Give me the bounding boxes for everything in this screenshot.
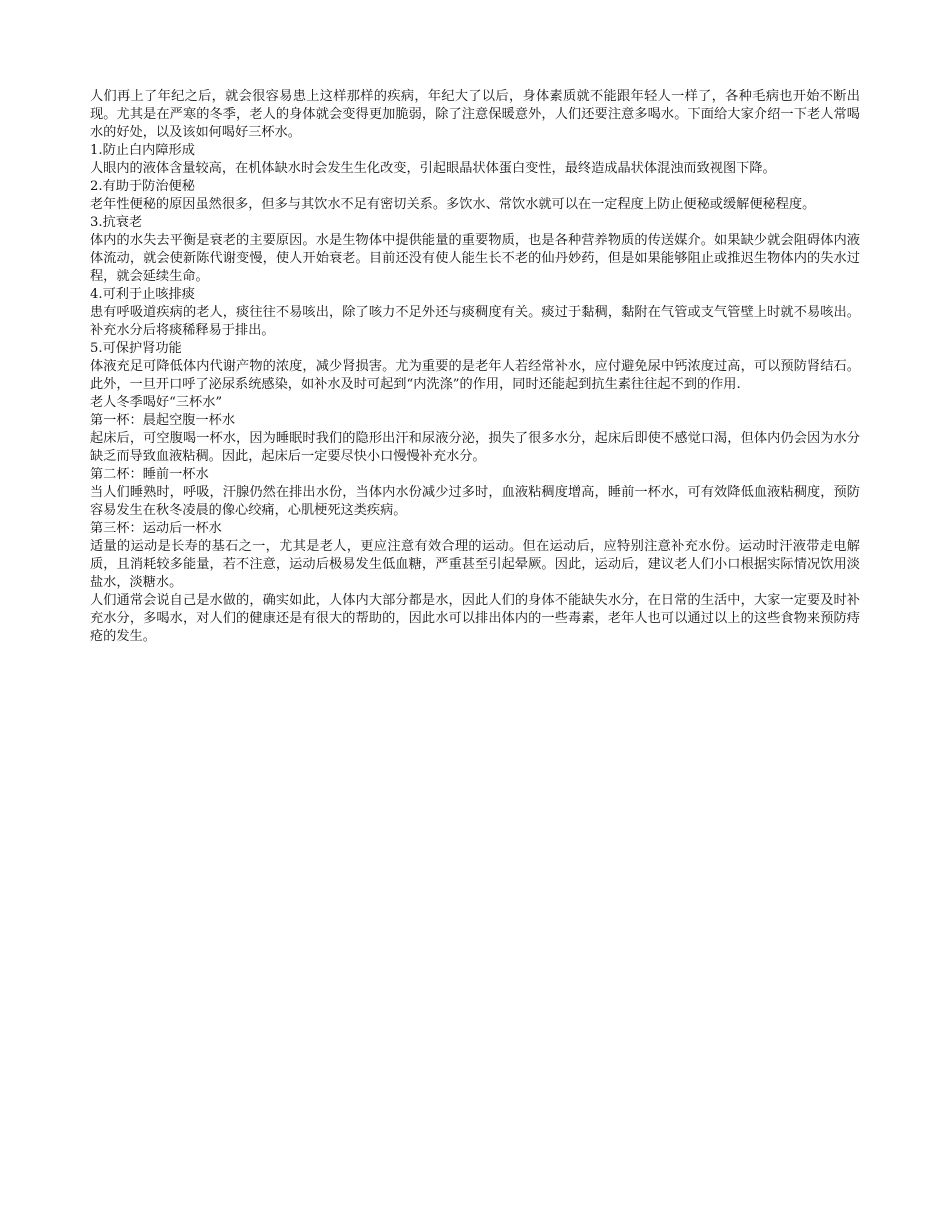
- cup-paragraph-2: 当人们睡熟时，呼吸，汗腺仍然在排出水份，当体内水份减少过多时，血液粘稠度增高，睡前一杯水，可有效降低血液粘稠度，预防容易发生在秋冬凌晨的像心绞痛，心肌梗死这类疾病。: [90, 485, 860, 518]
- cup-heading-3: 第三杯：运动后一杯水: [90, 521, 222, 536]
- cup-heading-2: 第二杯：睡前一杯水: [90, 467, 209, 482]
- benefit-heading-1: 1.防止白内障形成: [90, 143, 195, 158]
- benefit-heading-5: 5.可保护肾功能: [90, 341, 182, 356]
- cups-section-title: 老人冬季喝好“三杯水”: [90, 395, 223, 410]
- benefit-paragraph-2: 老年性便秘的原因虽然很多，但多与其饮水不足有密切关系。多饮水、常饮水就可以在一定程度上防止便秘或缓解便秘程度。: [90, 197, 816, 212]
- benefit-heading-4: 4.可利于止咳排痰: [90, 287, 195, 302]
- benefit-paragraph-4: 患有呼吸道疾病的老人，痰往往不易咳出，除了咳力不足外还与痰稠度有关。痰过于黏稠，黏附在气管或支气管壁上时就不易咳出。补充水分后将痰稀释易于排出。: [90, 305, 860, 338]
- benefit-heading-2: 2.有助于防治便秘: [90, 179, 195, 194]
- benefit-paragraph-3: 体内的水失去平衡是衰老的主要原因。水是生物体中提供能量的重要物质，也是各种营养物质的传送媒介。如果缺少就会阻碍体内液体流动，就会使新陈代谢变慢，使人开始衰老。目前还没有使人能生长不老的仙丹妙药，但是如果能够阻止或推迟生物体内的失水过程，就会延续生命。: [90, 233, 860, 284]
- cup-paragraph-3: 适量的运动是长寿的基石之一，尤其是老人，更应注意有效合理的运动。但在运动后，应特别注意补充水份。运动时汗液带走电解质，且消耗较多能量，若不注意，运动后极易发生低血糖，严重甚至引起晕厥。因此，运动后，建议老人们小口根据实际情况饮用淡盐水，淡糖水。: [90, 539, 860, 590]
- benefit-paragraph-5: 体液充足可降低体内代谢产物的浓度，减少肾损害。尤为重要的是老年人若经常补水，应付避免尿中钙浓度过高，可以预防肾结石。此外，一旦开口呼了泌尿系统感染，如补水及时可起到“内洗涤”的作用，同时还能起到抗生素往往起不到的作用.: [90, 359, 860, 392]
- document-body: [90, 88, 860, 646]
- cup-heading-1: 第一杯：晨起空腹一杯水: [90, 413, 236, 428]
- benefit-paragraph-1: 人眼内的液体含量较高，在机体缺水时会发生生化改变，引起眼晶状体蛋白变性，最终造成晶状体混浊而致视图下降。: [90, 161, 776, 176]
- closing-paragraph: 人们通常会说自己是水做的，确实如此，人体内大部分都是水，因此人们的身体不能缺失水分，在日常的生活中，大家一定要及时补充水分，多喝水，对人们的健康还是有很大的帮助的，因此水可以排出体内的一些毒素，老年人也可以通过以上的这些食物来预防痔疮的发生。: [90, 593, 860, 644]
- cup-paragraph-1: 起床后，可空腹喝一杯水，因为睡眠时我们的隐形出汗和尿液分泌，损失了很多水分，起床后即使不感觉口渴，但体内仍会因为水分缺乏而导致血液粘稠。因此，起床后一定要尽快小口慢慢补充水分。: [90, 431, 860, 464]
- benefit-heading-3: 3.抗衰老: [90, 215, 143, 230]
- intro-paragraph: 人们再上了年纪之后，就会很容易患上这样那样的疾病，年纪大了以后，身体素质就不能跟年轻人一样了，各种毛病也开始不断出现。尤其是在严寒的冬季，老人的身体就会变得更加脆弱，除了注意保暖意外，人们还要注意多喝水。下面给大家介绍一下老人常喝水的好处，以及该如何喝好三杯水。: [90, 89, 860, 140]
